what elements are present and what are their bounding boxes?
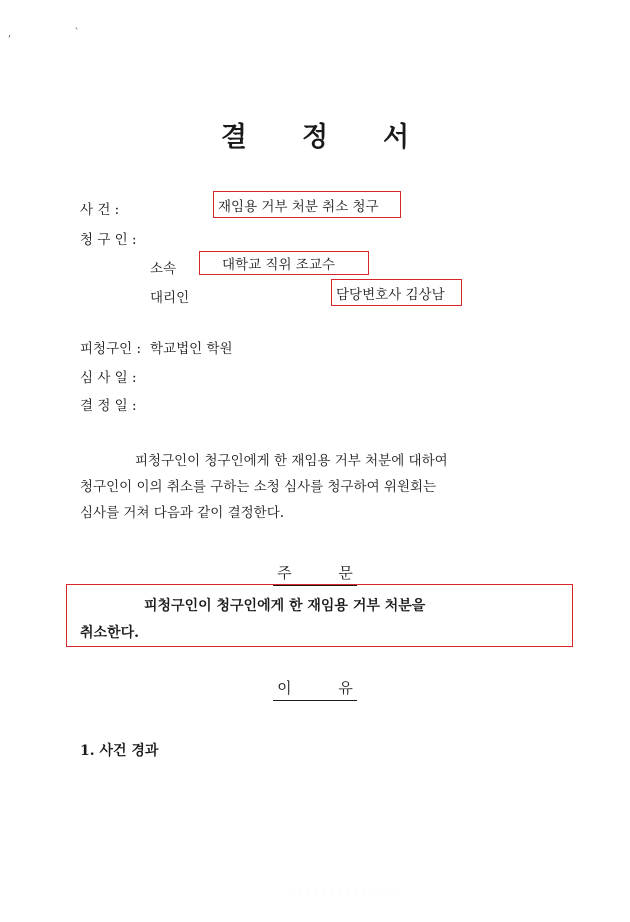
claimant-label: 청 구 인 : [80,232,137,248]
section-1-heading: 1. 사건 경과 [80,743,159,759]
agent-value: 담당변호사 김상남 [336,286,445,303]
order-heading [0,562,630,586]
affiliation-value: 대학교 직위 조교수 [222,257,335,273]
intro-line-3: 심사를 거쳐 다음과 같이 결정한다. [80,505,285,521]
respondent-value: 학교법인 학원 [150,341,233,357]
footer-faint-text: · · · · · · · · · · · · · · [292,887,398,894]
order-highlight-box [66,584,573,647]
document-title: 결정서 [220,122,465,153]
order-line-2: 취소한다. [80,625,139,641]
order-line-1: 피청구인이 청구인에게 한 재임용 거부 처분을 [144,598,426,614]
order-heading-text: 주 문 [273,562,357,586]
agent-value-highlight [331,279,462,306]
affiliation-label: 소속 [150,261,177,277]
intro-line-1: 피청구인이 청구인에게 한 재임용 거부 처분에 대하여 [135,453,448,469]
agent-label: 대리인 [150,290,190,306]
intro-line-2: 청구인이 이의 취소를 구하는 소청 심사를 청구하여 위원회는 [80,479,437,495]
reason-heading-text: 이 유 [273,677,357,701]
reason-heading [0,677,630,701]
case-label: 사 건 : [80,202,120,218]
respondent-label: 피청구인 : [80,341,142,357]
case-value: 재임용 거부 처분 취소 청구 [218,198,379,215]
affiliation-value-highlight [199,251,369,275]
decision-date-label: 결 정 일 : [80,398,137,414]
scan-marks: , ` [8,28,110,39]
case-value-highlight [213,191,401,218]
review-date-label: 심 사 일 : [80,370,137,386]
